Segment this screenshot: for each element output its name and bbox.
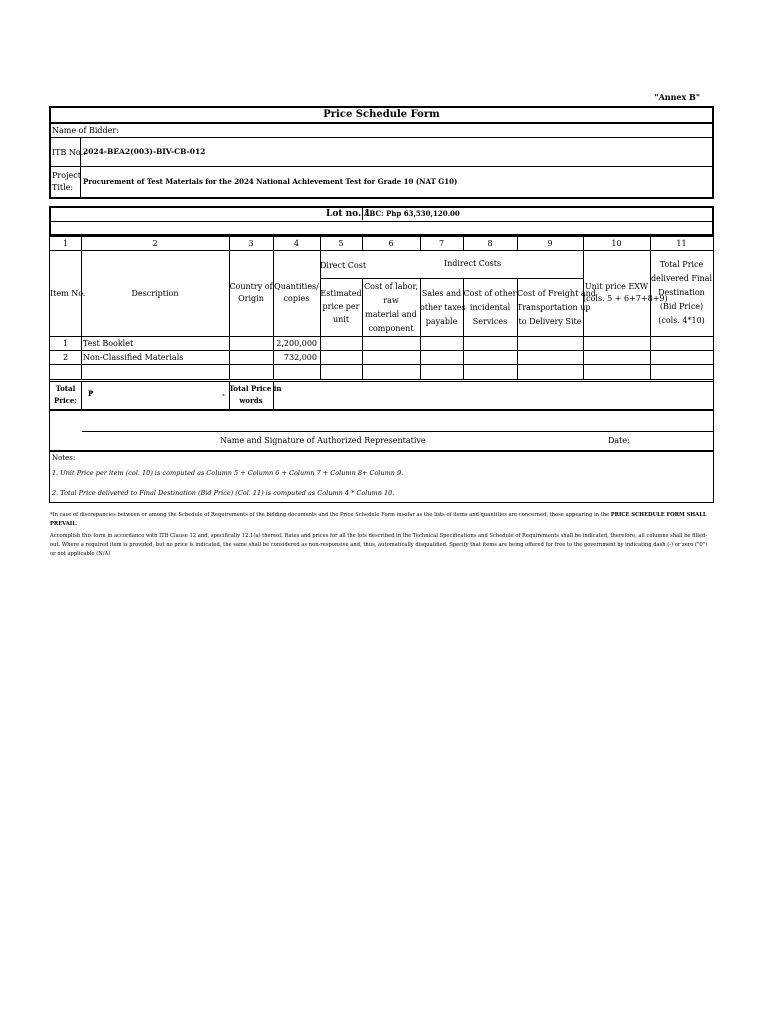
row-description: Non-Classified Materials (83, 353, 184, 362)
divider (80, 137, 81, 198)
column-number: 3 (248, 239, 254, 248)
row-item-no: 2 (62, 353, 69, 362)
divider (50, 379, 713, 380)
header-item-no: Item No. (50, 289, 86, 298)
header-description: Description (131, 289, 179, 298)
footnote-text: *In case of discrepancies between or among the Schedule of Requirements of the bidding documents and the Price Schedule Form insofar as the lists of items and quantities are concerned, those appearing in the (50, 512, 611, 518)
divider (229, 236, 230, 379)
divider (362, 208, 363, 220)
total-price-label: Price: (54, 396, 77, 405)
header-total-price: (cols. 4*10) (658, 316, 705, 325)
divider (50, 250, 713, 251)
header-quantities: copies (283, 294, 310, 303)
header-sales-taxes: other taxes (420, 303, 466, 312)
total-words-label: words (239, 396, 263, 405)
row-quantity: 2,200,000 (276, 339, 317, 348)
header-country-origin: Country of (229, 282, 273, 291)
divider (81, 381, 82, 410)
header-estimated-price: unit (332, 315, 350, 324)
header-freight: to Delivery Site (518, 317, 582, 326)
column-number: 6 (388, 239, 394, 248)
lot-number: Lot no. 1 (326, 209, 371, 219)
header-total-price: Destination (658, 288, 705, 297)
column-number: 2 (152, 239, 158, 248)
signature-line (82, 431, 713, 432)
form-title: Price Schedule Form (323, 109, 440, 120)
column-number: 5 (338, 239, 344, 248)
divider (320, 278, 583, 279)
total-words-label: Total Price in (229, 384, 282, 393)
divider (50, 166, 713, 167)
header-other-incidental: Services (472, 317, 508, 326)
header-quantities: Quantities/ (274, 282, 319, 291)
header-country-origin: Origin (238, 294, 264, 303)
row-description: Test Booklet (83, 339, 134, 348)
column-number: 11 (676, 239, 687, 248)
divider (81, 236, 82, 379)
date-label: Date: (608, 436, 630, 445)
header-sales-taxes: Sales and (421, 289, 462, 298)
row-quantity: 732,000 (283, 353, 317, 362)
header-cost-labor: raw (383, 296, 399, 305)
column-number: 7 (438, 239, 445, 248)
note-2: 2. Total Price delivered to Final Destination (Bid Price) (Col. 11) is computed as Column 4 * Column 10. (52, 489, 395, 497)
header-total-price: (Bid Price) (659, 302, 704, 311)
name-of-bidder-label: Name of Bidder: (52, 126, 119, 135)
total-price-dash: - (222, 390, 225, 399)
header-other-incidental: Cost of other (463, 289, 517, 298)
header-total-price: delivered Final (650, 274, 713, 283)
header-indirect-costs: Indirect Costs (443, 259, 502, 268)
header-unit-price-exw: (cols. 5 + 6+7+8+9) (583, 294, 668, 303)
column-number: 10 (611, 239, 622, 248)
project-title-label: Title: (52, 183, 74, 192)
annex-label: "Annex B" (654, 92, 700, 102)
total-price-label: Total (55, 384, 76, 393)
notes-label: Notes: (52, 454, 76, 462)
column-number: 8 (487, 239, 493, 248)
divider (50, 381, 713, 382)
project-title-value: Procurement of Test Materials for the 2024 National Achievement Test for Grade 10 (NAT G10) (83, 177, 458, 186)
footnote-instructions: Accomplish this form in accordance with ITB Clause 12 and, specifically 12.1(a) thereof. Rates and prices for all the lots described in the Technical Specifications and Schedule of Requirements shall be indicated, therefore, all columns shall be filled-out. Where a required item is provided, but no price is indicated, the same shall be considered as non-responsive and, thus, automatically disqualified. Specify that items are being offered for free to the government by indicating dash (-) or zero ("0") or not applicable (N/A) (50, 533, 708, 557)
header-freight: Transportation up (517, 303, 591, 312)
itb-no-value: 2024-BEA2(003)-BIV-CB-012 (83, 147, 206, 156)
header-sales-taxes: payable (425, 317, 458, 326)
divider (50, 364, 713, 365)
signature-label: Name and Signature of Authorized Representative (220, 436, 426, 445)
itb-no-label: ITB No.: (52, 148, 86, 157)
header-unit-price-exw: Unit price EXW (584, 282, 649, 291)
header-direct-cost: Direct Cost (320, 261, 367, 270)
note-1: 1. Unit Price per item (col. 10) is computed as Column 5 + Column 6 + Column 7 + Column 8+ Column 9. (52, 469, 404, 477)
header-cost-labor: material and (365, 310, 417, 319)
column-number: 9 (547, 239, 553, 248)
row-item-no: 1 (62, 339, 69, 348)
header-estimated-price: price per (322, 302, 360, 311)
project-title-label: Project (52, 171, 81, 180)
footnote-emphasis: PRICE SCHEDULE FORM SHALL PREVAIL (50, 512, 707, 527)
divider (50, 350, 713, 351)
column-number: 4 (293, 239, 300, 248)
header-total-price: Total Price (659, 260, 704, 269)
header-freight: Cost of Freight and (517, 289, 596, 298)
footnote-text: . (75, 521, 78, 527)
column-number: 1 (62, 239, 69, 248)
divider (50, 122, 713, 124)
footnote-discrepancies (50, 511, 710, 529)
divider (50, 221, 713, 222)
peso-sign: ₱ (88, 389, 94, 398)
header-estimated-price: Estimated (320, 289, 362, 298)
divider (50, 336, 713, 337)
header-cost-labor: component (368, 324, 414, 333)
abc-amount: ABC: Php 63,530,120.00 (364, 209, 460, 218)
divider (50, 137, 713, 138)
header-cost-labor: Cost of labor, (364, 282, 418, 291)
header-other-incidental: incidental (469, 303, 511, 312)
